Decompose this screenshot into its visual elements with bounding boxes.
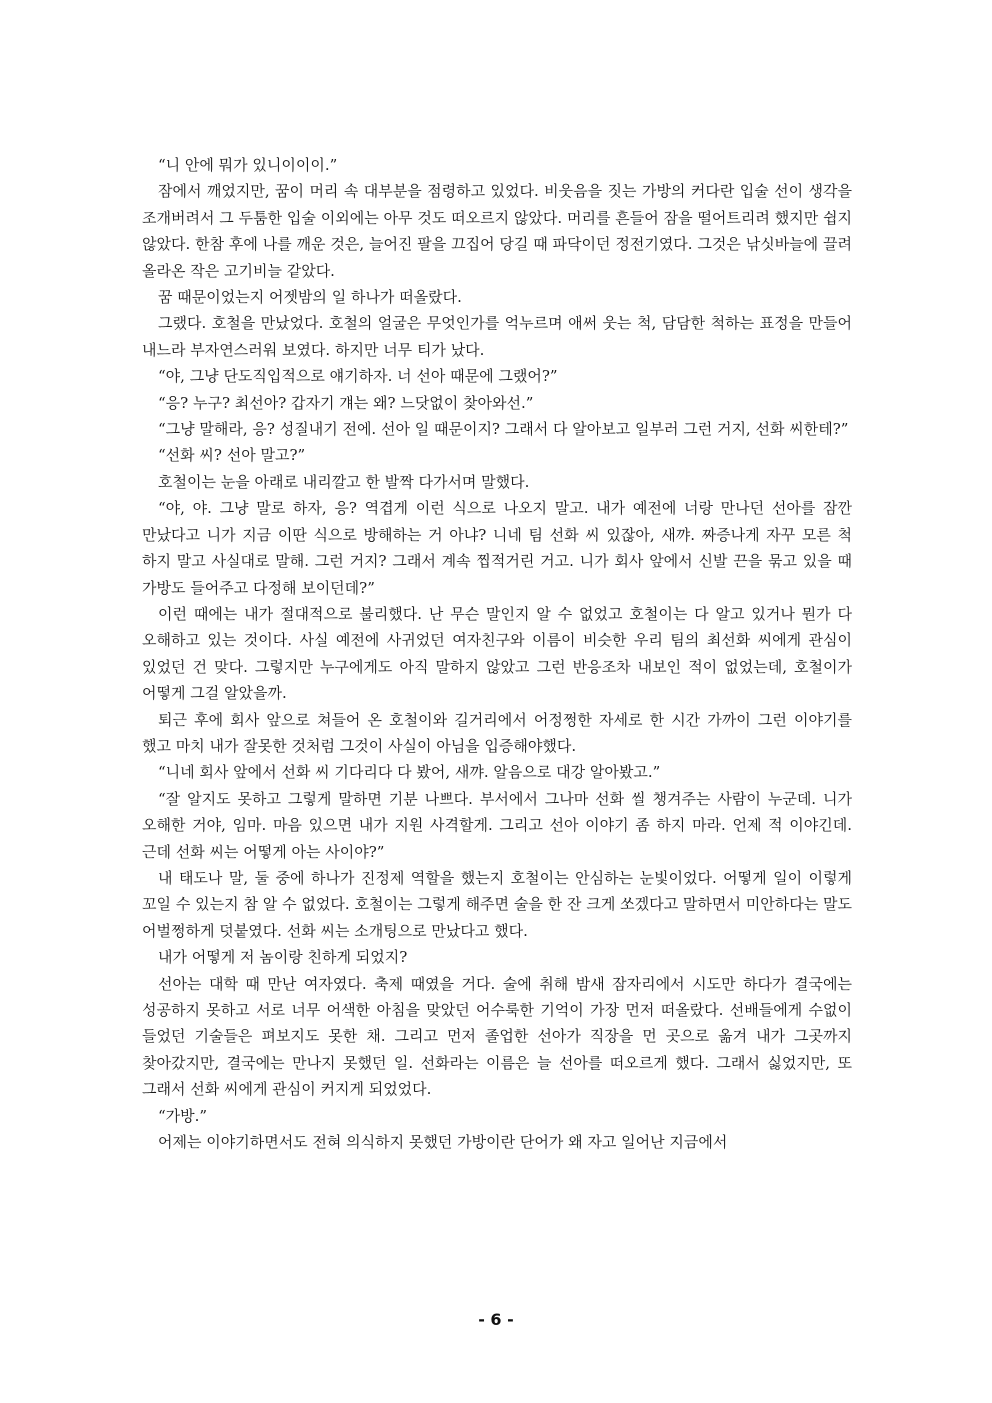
paragraph-19: 어제는 이야기하면서도 전혀 의식하지 못했던 가방이란 단어가 왜 자고 일어난 지금에서 <box>158 1133 728 1152</box>
paragraph-10: “야, 야. 그냥 말로 하자, 응? 역겹게 이런 식으로 나오지 말고. 내가 예전에 너랑 만나던 선아를 잠깐 만났다고 니가 지금 이딴 식으로 방해하는 거 아냐? 니네 팀 선화 씨 있잖아, 새꺄. 짜증나게 자꾸 모른 척 하지 말고 사실대로 말해. 그런 거지? 그래서 계속 찝적거린 거고. 니가 회사 앞에서 신발 끈을 묶고 있을 때 가방도 들어주고 다정해 보이던데?” <box>142 499 852 597</box>
paragraph-1: “니 안에 뭐가 있니이이이.” <box>158 156 338 174</box>
paragraph-14: “잘 알지도 못하고 그렇게 말하면 기분 나쁘다. 부서에서 그나마 선화 씰 챙겨주는 사람이 누군데. 니가 오해한 거야, 임마. 마음 있으면 내가 지원 사격할게. 그리고 선아 이야기 좀 하지 마라. 언제 적 이야긴데. 근데 선화 씨는 어떻게 아는 사이야?” <box>142 789 852 861</box>
paragraph-2: 잠에서 깨었지만, 꿈이 머리 속 대부분을 점령하고 있었다. 비웃음을 짓는 가방의 커다란 입술 선이 생각을 조개버려서 그 두툼한 입술 이외에는 아무 것도 떠오르지 않았다. 머리를 흔들어 잠을 떨어트리려 했지만 쉽지 않았다. 한참 후에 나를 깨운 것은, 늘어진 팔을 끄집어 당길 때 파닥이던 정전기였다. 그것은 낚싯바늘에 끌려 올라온 작은 고기비늘 같았다. <box>142 182 852 280</box>
document-body <box>142 152 852 1155</box>
paragraph-16: 내가 어떻게 저 놈이랑 친하게 되었지? <box>158 948 408 967</box>
paragraph-5: “야, 그냥 단도직입적으로 얘기하자. 너 선아 때문에 그랬어?” <box>158 367 558 386</box>
paragraph-4: 그랬다. 호철을 만났었다. 호철의 얼굴은 무엇인가를 억누르며 애써 웃는 척, 담담한 척하는 표정을 만들어 내느라 부자연스러워 보였다. 하지만 너무 티가 났다. <box>142 314 852 359</box>
paragraph-13: “니네 회사 앞에서 선화 씨 기다리다 다 봤어, 새꺄. 알음으로 대강 알아봤고.” <box>158 763 661 782</box>
paragraph-18: “가방.” <box>158 1106 208 1125</box>
paragraph-9: 호철이는 눈을 아래로 내리깔고 한 발짝 다가서며 말했다. <box>158 472 530 491</box>
paragraph-17: 선아는 대학 때 만난 여자였다. 축제 때였을 거다. 술에 취해 밤새 잠자리에서 시도만 하다가 결국에는 성공하지 못하고 서로 너무 어색한 아침을 맞았던 어수룩한 기억이 가장 먼저 떠올랐다. 선배들에게 수없이 들었던 기술들은 펴보지도 못한 채. 그리고 먼저 졸업한 선아가 직장을 먼 곳으로 옮겨 내가 그곳까지 찾아갔지만, 결국에는 만나지 못했던 일. 선화라는 이름은 늘 선아를 떠오르게 했다. 그래서 싫었지만, 또 그래서 선화 씨에게 관심이 커지게 되었었다. <box>142 974 852 1099</box>
paragraph-11: 이런 때에는 내가 절대적으로 불리했다. 난 무슨 말인지 알 수 없었고 호철이는 다 알고 있거나 뭔가 다 오해하고 있는 것이다. 사실 예전에 사귀었던 여자친구와 이름이 비슷한 우리 팀의 최선화 씨에게 관심이 있었던 건 맞다. 그렇지만 누구에게도 아직 말하지 않았고 그런 반응조차 내보인 적이 없었는데, 호철이가 어떻게 그걸 알았을까. <box>142 604 852 703</box>
page-number: - 6 - <box>478 1310 514 1329</box>
paragraph-15: 내 태도나 말, 둘 중에 하나가 진정제 역할을 했는지 호철이는 안심하는 눈빛이었다. 어떻게 일이 이렇게 꼬일 수 있는지 참 알 수 없었다. 호철이는 그렇게 해주면 술을 한 잔 크게 쏘겠다고 말하면서 미안하다는 말도 어벌쩡하게 덧붙였다. 선화 씨는 소개팅으로 만났다고 했다. <box>142 868 852 940</box>
paragraph-8: “선화 씨? 선아 말고?” <box>158 446 306 465</box>
paragraph-3: 꿈 때문이었는지 어젯밤의 일 하나가 떠올랐다. <box>158 288 462 307</box>
paragraph-7: “그냥 말해라, 응? 성질내기 전에. 선아 일 때문이지? 그래서 다 알아보고 일부러 그런 거지, 선화 씨한테?” <box>158 420 849 439</box>
paragraph-12: 퇴근 후에 회사 앞으로 쳐들어 온 호철이와 길거리에서 어정쩡한 자세로 한 시간 가까이 그런 이야기를 했고 마치 내가 잘못한 것처럼 그것이 사실이 아님을 입증해야했다. <box>142 710 852 755</box>
paragraph-6: “응? 누구? 최선아? 갑자기 걔는 왜? 느닷없이 찾아와선.” <box>158 393 534 412</box>
